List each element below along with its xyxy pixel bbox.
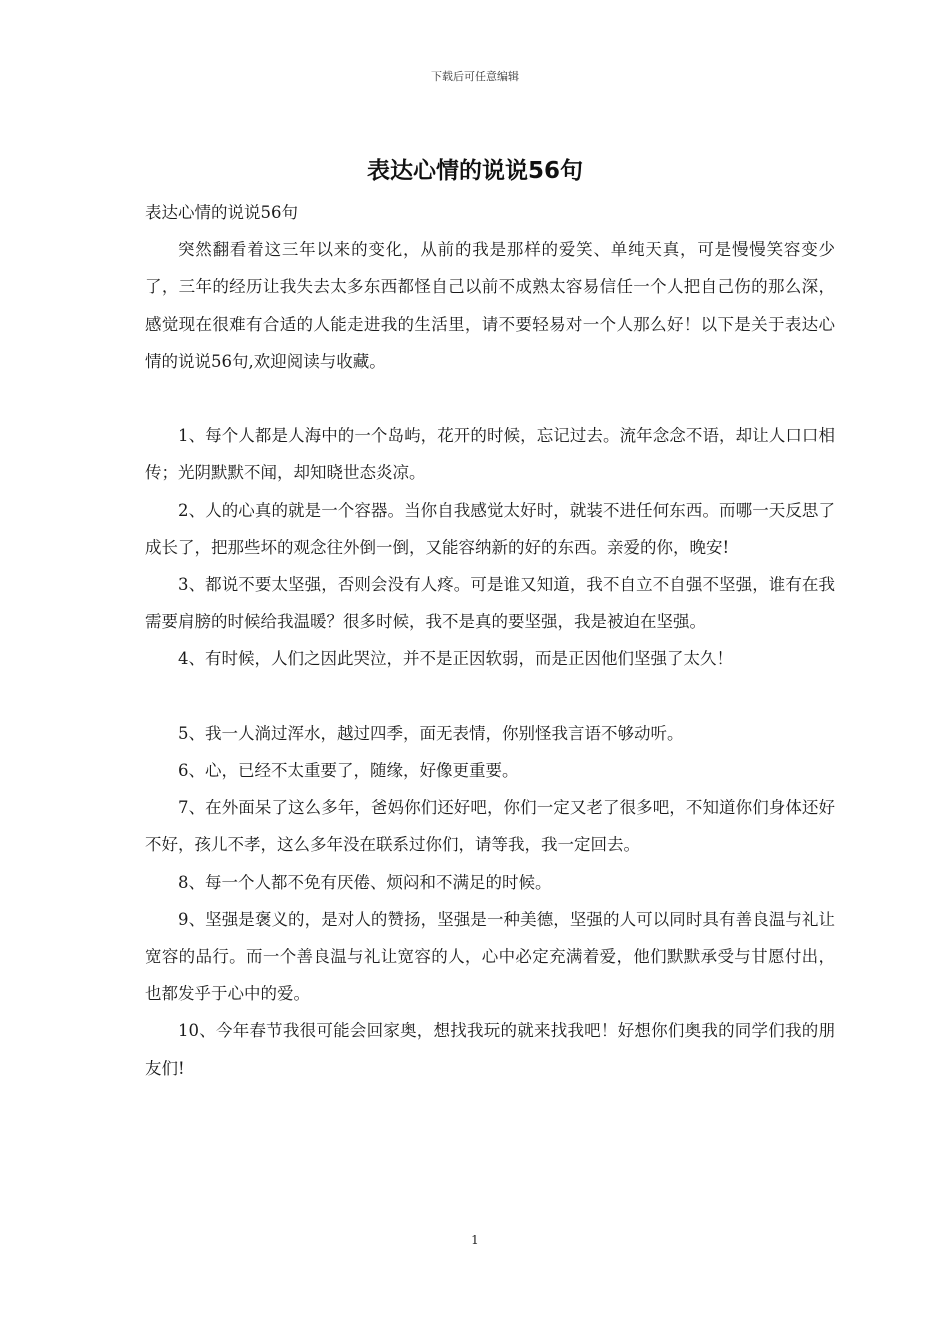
page-number: 1	[471, 1233, 479, 1247]
list-item: 3、都说不要太坚强，否则会没有人疼。可是谁又知道，我不自立不自强不坚强，谁有在我需要肩膀的时候给我温暖？很多时候，我不是真的要坚强，我是被迫在坚强。	[145, 575, 835, 632]
list-item: 7、在外面呆了这么多年，爸妈你们还好吧，你们一定又老了很多吧，不知道你们身体还好不好，孩儿不孝，这么多年没在联系过你们，请等我，我一定回去。	[145, 798, 835, 855]
list-item: 4、有时候，人们之因此哭泣，并不是正因软弱，而是正因他们坚强了太久！	[178, 649, 733, 669]
header-note: 下载后可任意编辑	[431, 70, 519, 83]
list-item: 9、坚强是褒义的，是对人的赞扬，坚强是一种美德，坚强的人可以同时具有善良温与礼让宽容的品行。而一个善良温与礼让宽容的人，心中必定充满着爱，他们默默承受与甘愿付出，也都发乎于心中的爱。	[145, 909, 835, 1004]
list-item: 5、我一人淌过浑水，越过四季，面无表情，你别怪我言语不够动听。	[178, 723, 684, 743]
paragraph-spacer	[145, 380, 835, 417]
document-body	[145, 194, 835, 1087]
intro-paragraph: 突然翻看着这三年以来的变化，从前的我是那样的爱笑、单纯天真，可是慢慢笑容变少了，三年的经历让我失去太多东西都怪自己以前不成熟太容易信任一个人把自己伤的那么深，感觉现在很难有合适的人能走进我的生活里，请不要轻易对一个人那么好！以下是关于表达心情的说说56句,欢迎阅读与收藏。	[145, 240, 835, 371]
list-item: 2、人的心真的就是一个容器。当你自我感觉太好时，就装不进任何东西。而哪一天反思了成长了，把那些坏的观念往外倒一倒，又能容纳新的好的东西。亲爱的你，晚安!	[145, 500, 835, 557]
paragraph-spacer	[145, 678, 835, 715]
list-item: 1、每个人都是人海中的一个岛屿，花开的时候，忘记过去。流年念念不语，却让人口口相传；光阴默默不闻，却知晓世态炎凉。	[145, 426, 835, 483]
list-item: 8、每一个人都不免有厌倦、烦闷和不满足的时候。	[178, 872, 552, 892]
document-subtitle: 表达心情的说说56句	[145, 203, 298, 222]
document-title: 表达心情的说说56句	[366, 158, 583, 184]
list-item: 10、今年春节我很可能会回家奥，想找我玩的就来找我吧！好想你们奥我的同学们我的朋友们!	[145, 1021, 835, 1078]
list-item: 6、心，已经不太重要了，随缘，好像更重要。	[178, 761, 519, 781]
